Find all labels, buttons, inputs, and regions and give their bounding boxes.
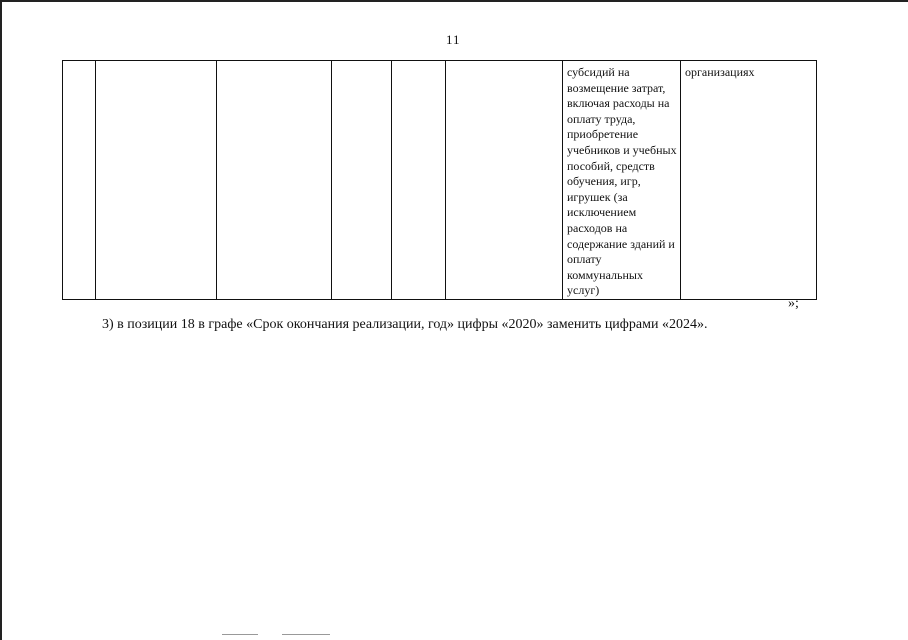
page-number: 11 [446, 32, 461, 47]
table-cell-5 [392, 61, 446, 300]
table-cell-1 [63, 61, 96, 300]
closing-quote: »; [788, 296, 799, 311]
scan-artifact-mark [282, 634, 330, 635]
table-cell-4 [332, 61, 392, 300]
amendment-item-3: 3) в позиции 18 в графе «Срок окончания реализации, год» цифры «2020» заменить цифрами «2024». [102, 317, 708, 332]
scan-artifact-mark [222, 634, 258, 635]
continuation-table [62, 60, 817, 300]
table-cell-2 [96, 61, 217, 300]
table-cell-6 [446, 61, 563, 300]
scan-edge-top [0, 0, 908, 2]
recipient-cell: организациях [681, 61, 817, 300]
table-row [63, 61, 817, 300]
scan-edge-left [0, 0, 2, 640]
subsidy-description-cell: субсидий на возмещение затрат, включая расходы на оплату труда, приобретение учебников и учебных пособий, средств обучения, игр, игрушек (за исключением расходов на содержание зданий и оплату коммунальных услуг) [563, 61, 681, 300]
table-cell-3 [217, 61, 332, 300]
